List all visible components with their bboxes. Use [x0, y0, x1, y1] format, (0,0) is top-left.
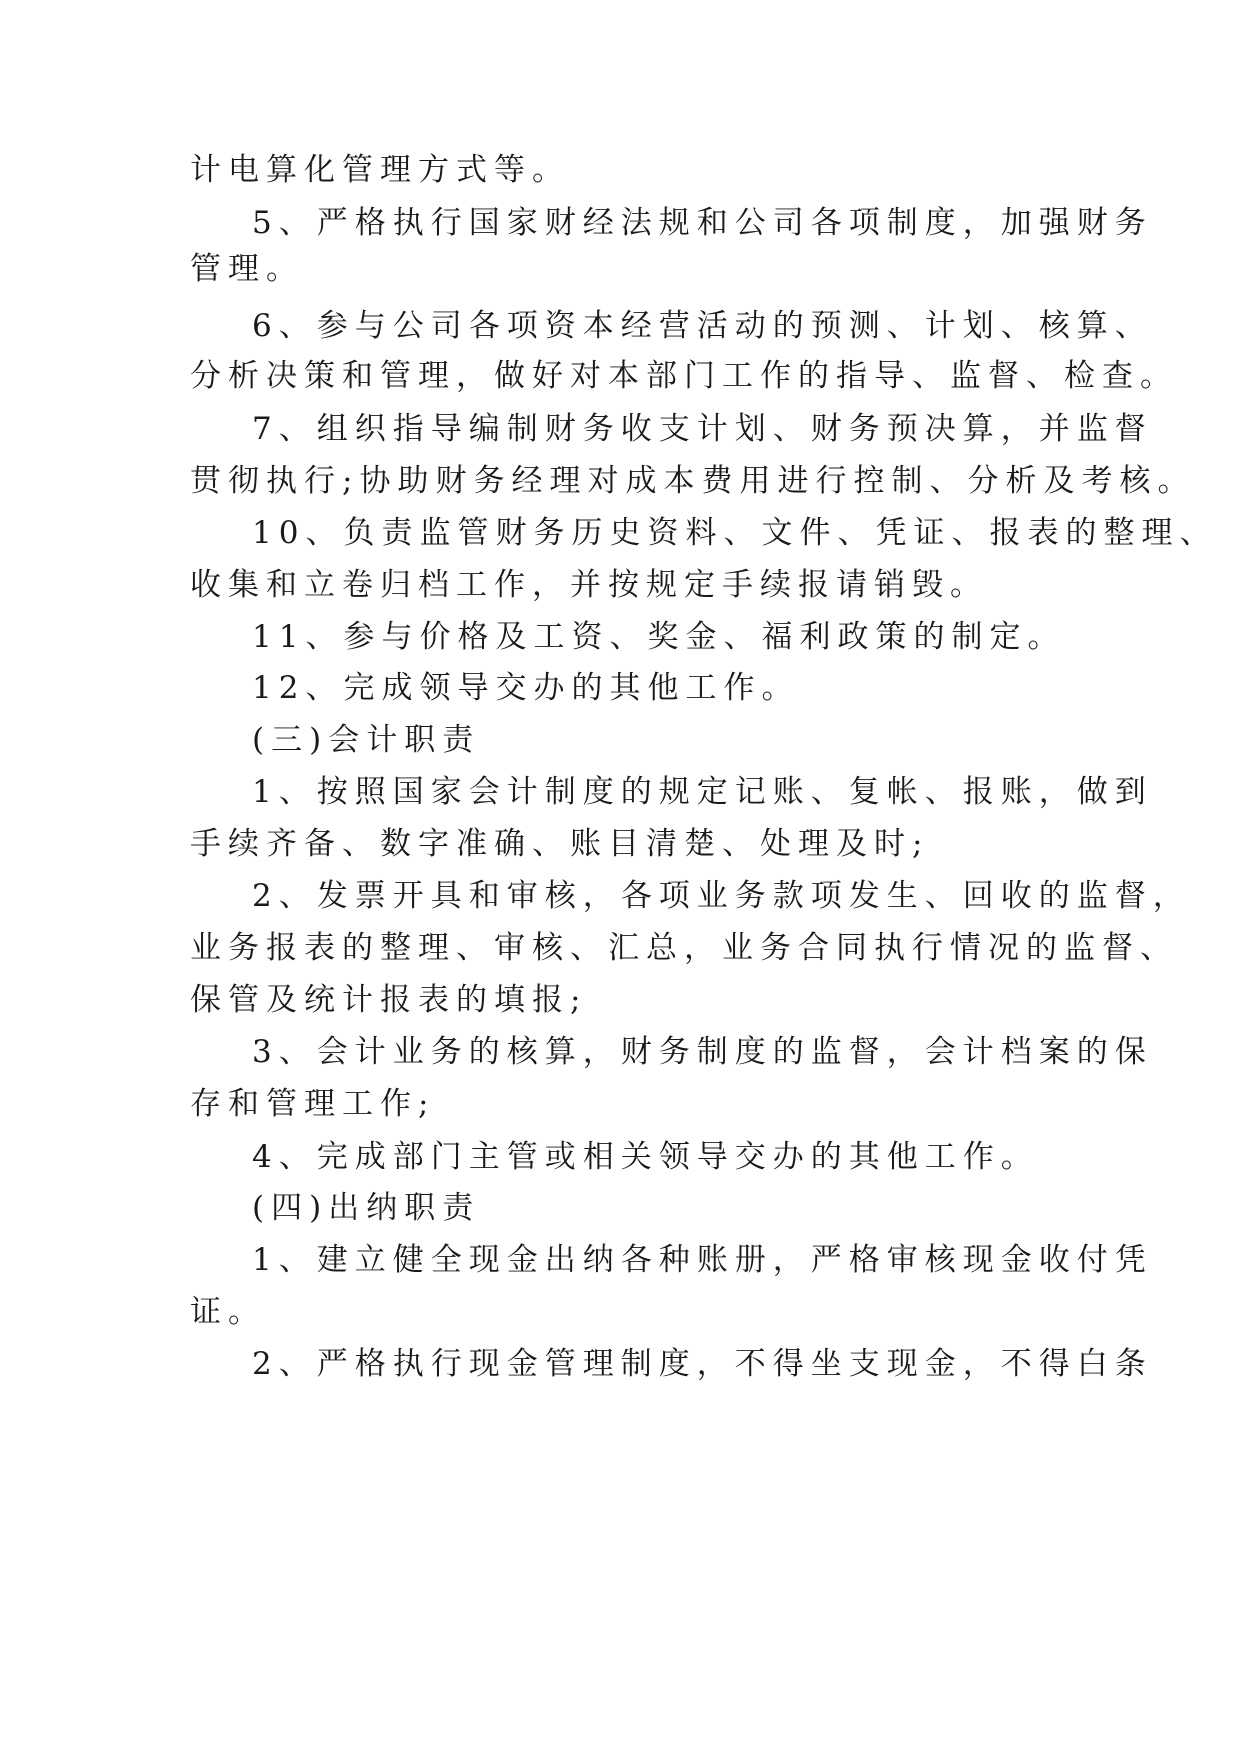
text-line: 10、负责监管财务历史资料、文件、凭证、报表的整理、 [252, 515, 1218, 551]
text-line: 1、按照国家会计制度的规定记账、复帐、报账，做到 [252, 774, 1153, 810]
text-line: 收集和立卷归档工作，并按规定手续报请销毁。 [190, 567, 988, 603]
text-line: 计电算化管理方式等。 [190, 152, 570, 188]
text-line: 证。 [190, 1294, 266, 1330]
text-line: 2、发票开具和审核，各项业务款项发生、回收的监督， [252, 878, 1191, 914]
text-line: 2、严格执行现金管理制度，不得坐支现金，不得白条 [252, 1346, 1153, 1382]
text-line: 1、建立健全现金出纳各种账册，严格审核现金收付凭 [252, 1242, 1153, 1278]
text-line: 3、会计业务的核算，财务制度的监督，会计档案的保 [252, 1034, 1153, 1070]
text-line: 12、完成领导交办的其他工作。 [252, 670, 800, 706]
text-line: 11、参与价格及工资、奖金、福利政策的制定。 [252, 619, 1066, 655]
text-line: 管理。 [190, 251, 304, 287]
text-line: 7、组织指导编制财务收支计划、财务预决算，并监督 [252, 411, 1153, 447]
text-line: 分析决策和管理，做好对本部门工作的指导、监督、检查。 [190, 358, 1178, 394]
section-heading: (四)出纳职责 [252, 1190, 481, 1226]
section-heading: (三)会计职责 [252, 722, 481, 758]
text-line: 保管及统计报表的填报; [190, 982, 588, 1018]
text-line: 存和管理工作; [190, 1086, 436, 1122]
text-line: 业务报表的整理、审核、汇总，业务合同执行情况的监督、 [190, 930, 1178, 966]
text-line: 6、参与公司各项资本经营活动的预测、计划、核算、 [252, 308, 1153, 344]
text-line: 手续齐备、数字准确、账目清楚、处理及时; [190, 826, 930, 862]
text-line: 5、严格执行国家财经法规和公司各项制度，加强财务 [252, 205, 1153, 241]
text-line: 贯彻执行;协助财务经理对成本费用进行控制、分析及考核。 [190, 463, 1196, 499]
text-line: 4、完成部门主管或相关领导交办的其他工作。 [252, 1139, 1039, 1175]
